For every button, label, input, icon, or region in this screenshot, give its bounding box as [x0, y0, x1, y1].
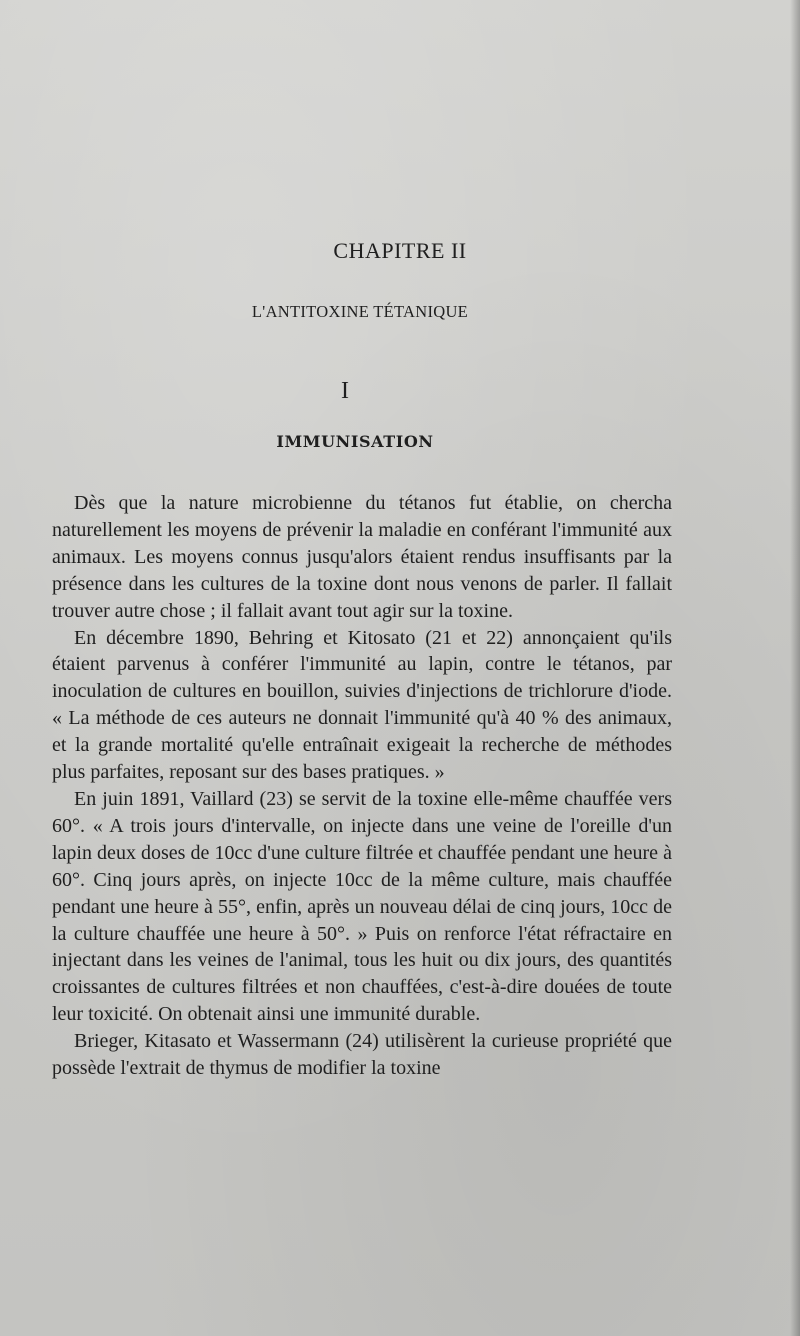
paragraph-3: En juin 1891, Vaillard (23) se servit de la toxine elle-même chauffée vers 60°. « A trois jours d'intervalle, on injecte dans une veine de l'oreille d'un lapin deux doses de 10cc d'une culture filtrée et chauffée pendant une heure à 60°. Cinq jours après, on injecte 10cc de la même culture, mais chauffée pendant une heure à 55°, enfin, après un nouveau délai de cinq jours, 10cc de la culture chauffée une heure à 50°. » Puis on renforce l'état réfractaire en injectant dans les veines de l'animal, tous les huit ou dix jours, des quantités croissantes de cultures filtrées et non chauffées, c'est-à-dire douées de toute leur toxicité. On obtenait ainsi une immunité durable. [52, 787, 672, 1026]
paragraph-1: Dès que la nature microbienne du tétanos fut établie, on chercha naturellement les moyens de prévenir la maladie en conférant l'immunité aux animaux. Les moyens connus jusqu'alors étaient rendus insuffisants par la présence dans les cultures de la toxine dont nous venons de parler. Il fallait trouver autre chose ; il fallait avant tout agir sur la toxine. [52, 492, 672, 622]
paragraph-4: Brieger, Kitasato et Wassermann (24) utilisèrent la curieuse propriété que possède l'extrait de thymus de modifier la toxine [52, 1030, 672, 1080]
body-text [52, 490, 672, 1082]
section-number: I [341, 378, 349, 404]
section-title: IMMUNISATION [276, 432, 434, 451]
page-edge-shadow [790, 0, 800, 1336]
chapter-heading: CHAPITRE II [333, 238, 467, 263]
paragraph-2: En décembre 1890, Behring et Kitosato (21 et 22) annonçaient qu'ils étaient parvenus à conférer l'immunité au lapin, contre le tétanos, par inoculation de cultures en bouillon, suivies d'injections de trichlorure d'iode. « La méthode de ces auteurs ne donnait l'immunité qu'à 40 % des animaux, et la grande mortalité qu'elle entraînait exigeait la recherche de méthodes plus parfaites, reposant sur des bases pratiques. » [52, 626, 672, 784]
chapter-title: L'ANTITOXINE TÉTANIQUE [251, 302, 469, 321]
